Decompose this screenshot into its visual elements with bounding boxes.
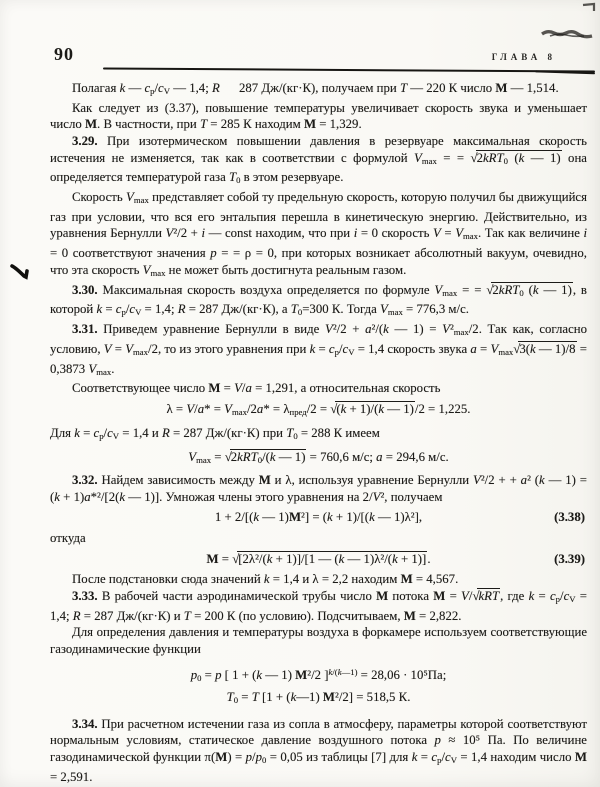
header-rule bbox=[103, 67, 595, 72]
page-text-column bbox=[50, 80, 587, 785]
display-equation-p0: $p_0 = p$ [ 1 + (k — 1) М²/2 ]$^{k/(k—1)}$ = 28,06 · 10⁵Па; bbox=[190, 667, 447, 684]
paragraph: Скорость $V_{max}$ представляет собой ту предельную скорость, которую получил бы движущийся газ при условии, что вся его энтальпия перешла в кинетическую энергию. Действительно, из уравнения Бернулли V²/2 + i — const находим, что при i = 0 скорость $V = V_{max}$. Так как величине i = 0 соответствуют значения p = = ρ = 0, при которых возникает абсолютный вакуум, очевидно, что эта скорость $V_{max}$ не может быть достигнута реальным газом. bbox=[50, 190, 588, 278]
display-equation-vmax: $V_{max} = √2kRT_0/(k$ — 1) = 760,6 м/с; a = 294,6 м/с. bbox=[188, 449, 449, 465]
paragraph: Как следует из (3.37), повышение температуры увеличивает скорость звука и уменьшает число М. В частности, при T = 285 К находим М = 1,329. bbox=[50, 100, 587, 132]
problem-3-30: 3.30. Максимальная скорость воздуха определяется по формуле $V_{max}$ = = √2kRT$_0$ (k — 1), в которой $k = c_p/c_V = 1,4$; R = 287 Дж/(кг·К), а $T_0=300$ К. Тогда $V_{max} = 776,3$ м/с. bbox=[50, 282, 587, 318]
paragraph: Для $k = c_p/c_V = 1,4$ и R = 287 Дж/(кг·К) при $T_0 = 288$ К имеем bbox=[50, 425, 380, 441]
problem-3-33: 3.33. В рабочей части аэродинамической трубы число М потока M = V/√kRT, где $k = c_p/c_V = 1,4$; R = 287 Дж/(кг·К) и T = 200 К (по условию). Подсчитываем, М = 2,822. bbox=[50, 588, 587, 623]
display-equation-3-39 bbox=[50, 551, 587, 568]
paragraph: откуда bbox=[50, 531, 86, 546]
equation-number: (3.39) bbox=[554, 551, 585, 566]
display-equation-lambda: $\lambda = V/a* = V_{max}/2a* = \lambda_{пред}/2 = √(k + 1)/(k$ — 1)/2 = 1,225. bbox=[166, 401, 471, 418]
display-equation-3-38 bbox=[50, 509, 587, 526]
paragraph: После подстановки сюда значений k = 1,4 и λ = 2,2 находим М = 4,567. bbox=[72, 572, 459, 587]
problem-3-31: 3.31. Приведем уравнение Бернулли в виде V²/2 + a²/(k — $1) = V^2_{max}/2$. Так как, согласно условию, $V = V_{max}/2$, то из этого уравнения при $k = c_p/c_V = 1,4$ скорость звука $a = V_{max}√3(k$ — 1)/8 = 0,3873 $V_{max}$. bbox=[50, 322, 588, 377]
paragraph: Соответствующее число М = V/a = 1,291, а относительная скорость bbox=[72, 381, 441, 396]
problem-3-34: 3.34. При расчетном истечении газа из сопла в атмосферу, параметры которой соответствуют нормальным условиям, статическое давление воздушного потока p ≈ 10⁵ Па. По величине газодинамической функции $\pi(M) = p/p_0 = 0,05$ из таблицы [7] для $k = c_p/c_V = 1,4$ находим число М = 2,591. bbox=[50, 716, 587, 784]
equation-body: 1 + 2/[(k — 1)M²] = (k + 1)/[(k — 1)λ²], bbox=[214, 510, 423, 525]
page-number: 90 bbox=[54, 44, 74, 64]
handwritten-checkmark bbox=[10, 263, 32, 285]
paragraph: Для определения давления и температуры воздуха в форкамере используем соответствующие газодинамические функции bbox=[50, 625, 587, 656]
paragraph: Полагая k — $c_p/c_V$ — 1,4; R 287 Дж/(кг·К), получаем при T — 220 К число М — 1,514. bbox=[72, 81, 559, 97]
equation-number: (3.38) bbox=[554, 510, 585, 525]
running-chapter-title: ГЛАВА 8 bbox=[491, 52, 556, 62]
ink-smudge bbox=[540, 26, 598, 40]
display-equation-t0: $T_0 = T$ [1 + (k—1) М²/2] = 518,5 К. bbox=[226, 690, 411, 706]
scan-corner-artifact bbox=[581, 2, 597, 18]
problem-3-29: 3.29. При изотермическом повышении давления в резервуаре максимальная скорость истечения не изменяется, так как в соответствии с формулой $V_{max}$ = = √2kRT$_0$ (k — 1) она определяется температурой газа $T_0$ в этом резервуаре. bbox=[50, 133, 587, 186]
equation-body: M = √[2λ²/(k + 1)]/[1 — (k — 1)λ²/(k + 1)]. bbox=[206, 551, 431, 566]
problem-3-32: 3.32. Найдем зависимость между М и λ, используя уравнение Бернулли V²/2 + + a² (k — 1) = (k + 1)a*²/[2(k — 1)]. Умножая члены этого уравнения на 2/V², получаем bbox=[50, 473, 587, 504]
